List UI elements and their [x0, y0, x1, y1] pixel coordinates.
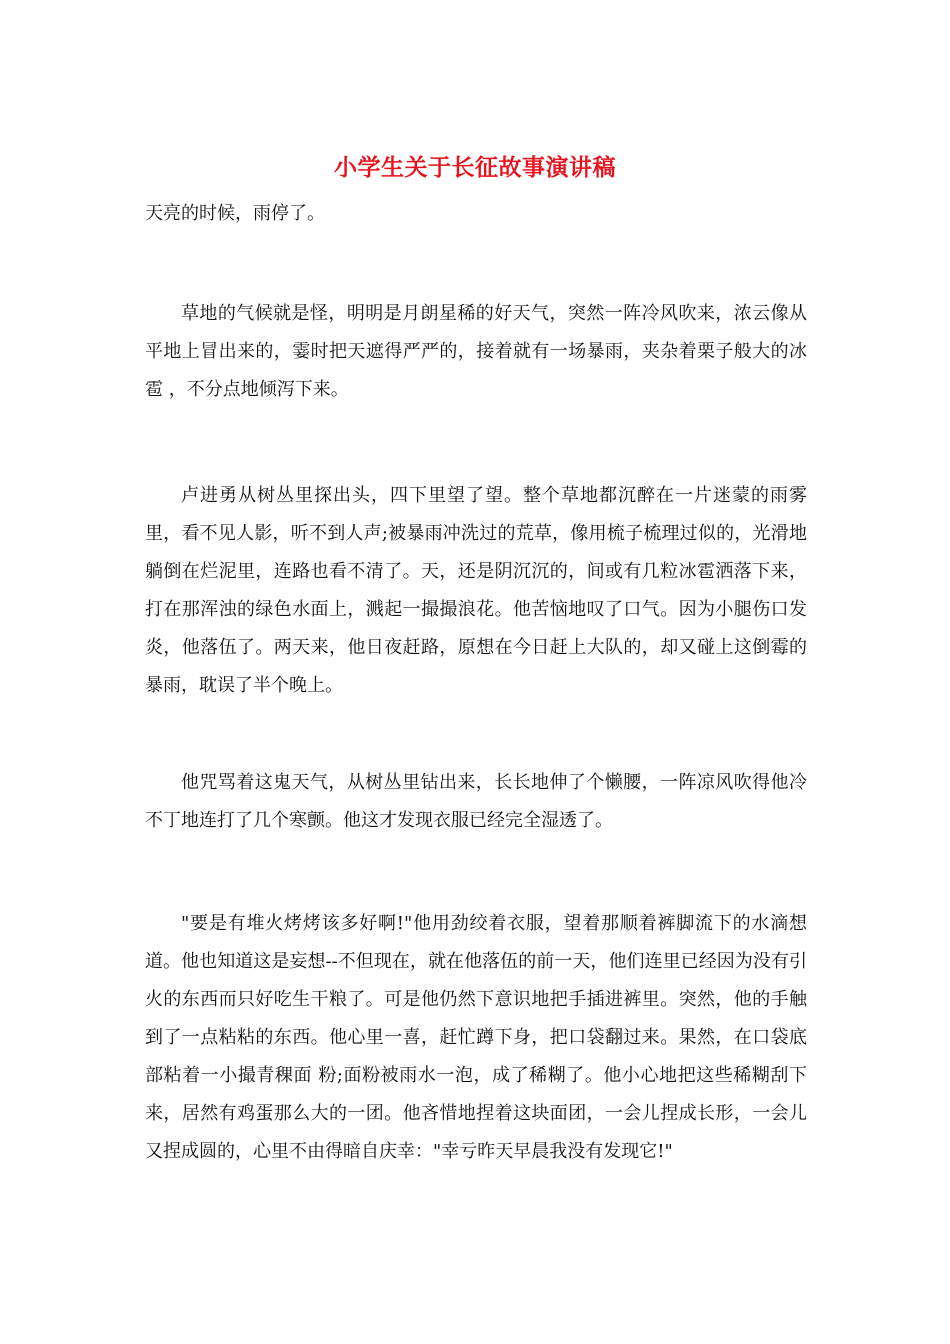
- paragraph-flour: "要是有堆火烤烤该多好啊!"他用劲绞着衣服，望着那顺着裤脚流下的水滴想道。他也知道这是妄想--不但现在，就在他落伍的前一天，他们连里已经因为没有引火的东西而只好吃生干粮了。可是他仍然下意识地把手插进裤里。突然，他的手触到了一点粘粘的东西。他心里一喜，赶忙蹲下身，把口袋翻过来。果然，在口袋底部粘着一小撮青稞面 粉;面粉被雨水一泡，成了稀糊了。他小心地把这些稀糊刮下来，居然有鸡蛋那么大的一团。他吝惜地捏着这块面团，一会儿捏成长形，一会儿又捏成圆的，心里不由得暗自庆幸："幸亏昨天早晨我没有发现它!": [145, 913, 807, 1162]
- paragraph-cold-wind: 他咒骂着这鬼天气，从树丛里钻出来，长长地伸了个懒腰，一阵凉风吹得他冷不丁地连打了几个寒颤。他这才发现衣服已经完全湿透了。: [145, 772, 807, 831]
- paragraph-weather: 草地的气候就是怪，明明是月朗星稀的好天气，突然一阵冷风吹来，浓云像从平地上冒出来的，霎时把天遮得严严的，接着就有一场暴雨，夹杂着栗子般大的冰雹 ，不分点地倾泻下来。: [145, 303, 807, 400]
- paragraph-opening: 天亮的时候，雨停了。: [145, 203, 325, 224]
- page-title: 小学生关于长征故事演讲稿: [334, 154, 616, 181]
- paragraph-lu-jinyong: 卢进勇从树丛里探出头，四下里望了望。整个草地都沉醉在一片迷蒙的雨雾里，看不见人影，听不到人声;被暴雨冲洗过的荒草，像用梳子梳理过似的，光滑地躺倒在烂泥里，连路也看不清了。天，还是阴沉沉的，间或有几粒冰雹洒落下来，打在那浑浊的绿色水面上，溅起一撮撮浪花。他苦恼地叹了口气。因为小腿伤口发炎，他落伍了。两天来，他日夜赶路，原想在今日赶上大队的，却又碰上这倒霉的暴雨，耽误了半个晚上。: [145, 485, 807, 696]
